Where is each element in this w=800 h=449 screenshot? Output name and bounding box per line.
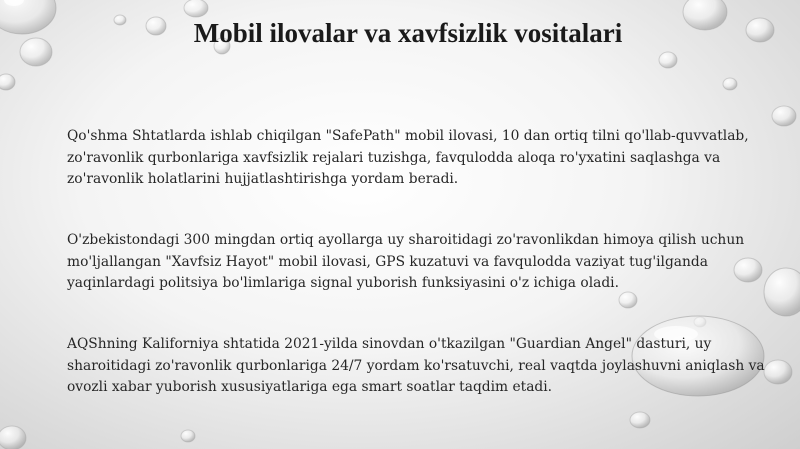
water-drop — [184, 0, 208, 17]
paragraph-safepath: Qo'shma Shtatlarda ishlab chiqilgan "SafePath" mobil ilovasi, 10 dan ortiq tilni qo'llab-quvvatlab, zo'ravonlik qurbonlariga xavfsizlik rejalari tuzishga, favqulodda aloqa ro'yxatini saqlashga va zo'ravonlik holatlarini hujjatlashtirishga yordam beradi. — [67, 128, 749, 187]
water-drop — [0, 426, 26, 449]
water-drop — [630, 412, 650, 428]
slide-title: Mobil ilovalar va xavfsizlik vositalari — [193, 18, 623, 48]
paragraph-xavfsiz-hayot: O'zbekistondagi 300 mingdan ortiq ayollarga uy sharoitidagi zo'ravonlikdan himoya qilish uchun mo'ljallangan "Xavfsiz Hayot" mobil ilovasi, GPS kuzatuvi va favqulodda vaziyat tug'ilganda yaqinlardagi politsiya bo'limlariga signal yuborish funksiyasini o'z ichiga oladi. — [67, 232, 745, 291]
water-drop — [659, 52, 677, 68]
water-drop — [723, 78, 737, 90]
water-drop — [764, 268, 800, 316]
water-drop — [772, 106, 796, 126]
water-drop — [181, 430, 195, 442]
water-drop — [764, 360, 792, 384]
water-drop — [0, 74, 15, 90]
paragraph-guardian-angel: AQShning Kaliforniya shtatida 2021-yilda sinovdan o'tkazilgan "Guardian Angel" dasturi, uy sharoitidagi zo'ravonlik qurbonlariga 24/7 yordam ko'rsatuvchi, real vaqtda joylashuvni aniqlash va ovozli xabar yuborish xususiyatlariga ega smart soatlar taqdim etadi. — [67, 336, 765, 395]
